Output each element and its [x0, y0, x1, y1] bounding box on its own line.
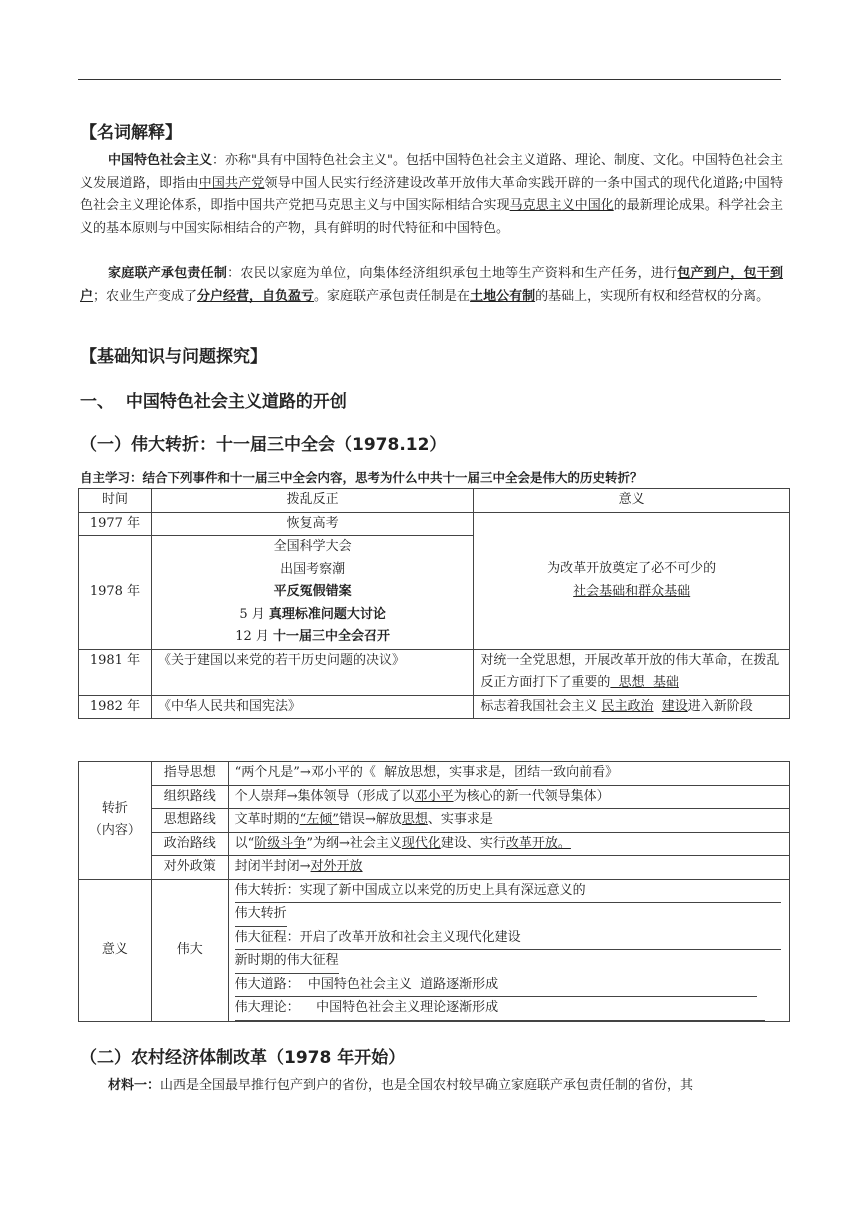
transition-sublabel: （内容）	[88, 823, 141, 839]
header-rule	[78, 79, 781, 80]
underlined-answer: 对外开放	[310, 859, 363, 874]
event-item: 真理标准问题大讨论	[268, 606, 386, 622]
term-name: 家庭联产承包责任制	[108, 266, 228, 281]
significance-text: 标志着我国社会主义	[480, 698, 602, 714]
underlined-term: 土地公有制	[470, 288, 536, 304]
self-study-prompt: 自主学习：结合下列事件和十一届三中全会内容，思考为什么中共十一届三中全会是伟大的历史转折？	[80, 470, 643, 485]
content-text: 为核心的新一代领导集体）	[453, 788, 610, 804]
term-text: 领导中国人民实行经济建设改革开放伟大革命实践开辟的一条中国式的现代化道路;中国特色社会主义理论体系，即指中国共产党把马克思主义与中国实际相结合实现	[80, 175, 783, 213]
table-row	[79, 856, 790, 880]
heading-level1: 一、 中国特色社会主义道路的开创	[80, 392, 347, 412]
underlined-answer: 建设	[661, 698, 688, 714]
row-label: 指导思想	[151, 762, 228, 786]
underlined-answer: 民主政治	[601, 698, 654, 714]
time-cell: 1982 年	[79, 695, 152, 719]
event-item: 出国考察潮	[280, 561, 346, 577]
event-cell: 《关于建国以来党的若干历史问题的决议》	[151, 649, 473, 695]
material-paragraph	[80, 1075, 783, 1098]
row-content	[228, 809, 789, 833]
content-text: 个人崇拜→集体领导（形成了以	[234, 788, 415, 804]
event-item: 平反冤假错案	[273, 584, 352, 599]
underlined-answer: 改革开放。	[505, 835, 571, 851]
table-row	[79, 879, 790, 1021]
term-text: 的基础上，实现所有权和经营权的分离。	[535, 288, 770, 304]
significance-line: 新时期的伟大征程	[235, 950, 339, 974]
significance-content	[228, 879, 789, 1021]
underlined-term: 马克思主义中国化	[509, 198, 614, 213]
content-text: 、实事求是	[427, 812, 493, 827]
row-label: 对外政策	[151, 856, 228, 880]
event-cell: 恢复高考	[151, 512, 473, 536]
column-header: 意义	[474, 489, 790, 513]
significance-line: 伟大转折	[235, 903, 287, 927]
significance-text: 为改革开放奠定了必不可少的	[547, 561, 717, 576]
underlined-answer: 现代化	[401, 835, 441, 851]
underlined-answer: 阶级斗争	[254, 835, 307, 851]
term-text: 的最新理论成果。科学社会主义的基本原则与中国实际相结合的产物，具有鲜明的时代特征和中国特色。	[80, 198, 783, 236]
underlined-term: 分户经营，自负盈亏	[197, 288, 315, 304]
table-row	[79, 762, 790, 786]
row-content	[228, 785, 789, 809]
section-basics-title: 【基础知识与问题探究】	[80, 347, 267, 367]
table-row	[79, 785, 790, 809]
term-text: ：亦称"具有中国特色社会主义"。包括中国特色社会主义道路、理论、制度、文化。中国特色社会主义发展道路，即指由	[80, 153, 783, 191]
underlined-answer: 思想 基础	[610, 675, 679, 690]
significance-line: 伟大道路： 中国特色社会主义 道路逐渐形成	[235, 974, 757, 998]
row-label: 组织路线	[151, 785, 228, 809]
content-text: ”为纲→社会主义	[306, 835, 402, 851]
underlined-answer: “左倾”	[299, 812, 339, 827]
significance-cell	[474, 695, 790, 719]
transition-table	[78, 761, 790, 1022]
material-label: 材料一：	[108, 1078, 161, 1093]
event-cell	[151, 536, 473, 650]
time-cell: 1977 年	[79, 512, 152, 536]
great-label: 伟大	[151, 879, 228, 1021]
underlined-term: 中国共产党	[198, 175, 265, 191]
significance-line: 伟大转折：实现了新中国成立以来党的历史上具有深远意义的	[235, 880, 781, 904]
content-text: 以“	[234, 835, 255, 851]
heading-level2: （二）农村经济体制改革（1978 年开始）	[80, 1048, 406, 1068]
row-label: 思想路线	[151, 809, 228, 833]
underlined-answer: 社会基础和群众基础	[573, 583, 691, 599]
term-name: 中国特色社会主义	[108, 153, 213, 168]
row-label: 政治路线	[151, 832, 228, 856]
section-terms-title: 【名词解释】	[80, 123, 182, 143]
event-item: 全国科学大会	[273, 539, 352, 554]
table-header-row	[79, 489, 790, 513]
significance-line: 伟大征程：开启了改革开放和社会主义现代化建设	[235, 927, 781, 951]
significance-text: 对统一全党思想，开展改革开放的伟大革命，在拨乱反正方面打下了重要的	[480, 652, 780, 690]
transition-label-cell	[79, 762, 152, 880]
term-paragraph-2	[80, 263, 783, 308]
term-text: 。家庭联产承包责任制是在	[314, 288, 471, 304]
significance-label: 意义	[79, 879, 152, 1021]
term-paragraph-1	[80, 150, 783, 240]
column-header: 时间	[79, 489, 152, 513]
content-text: 封闭半封闭→	[234, 859, 311, 874]
column-header: 拨乱反正	[151, 489, 473, 513]
row-content	[228, 832, 789, 856]
event-month: 5 月	[239, 606, 269, 622]
events-table	[78, 488, 790, 719]
table-row	[79, 512, 790, 536]
content-text: 建设、实行	[440, 835, 506, 851]
significance-cell	[474, 512, 790, 649]
underlined-term: 包产到户，包干到户	[80, 266, 783, 304]
table-row	[79, 695, 790, 719]
material-text: 山西是全国最早推行包产到户的省份，也是全国农村较早确立家庭联产承包责任制的省份，其	[160, 1078, 694, 1093]
transition-label: 转折	[101, 800, 128, 816]
significance-text: 进入新阶段	[687, 698, 753, 714]
event-cell: 《中华人民共和国宪法》	[151, 695, 473, 719]
event-month: 12 月	[235, 629, 274, 644]
table-row	[79, 649, 790, 695]
time-cell: 1981 年	[79, 649, 152, 695]
term-text: ；农业生产变成了	[93, 288, 198, 304]
heading-level2: （一）伟大转折：十一届三中全会（1978.12）	[80, 435, 447, 455]
content-text: 文革时期的	[234, 812, 300, 827]
row-content	[228, 856, 789, 880]
significance-line: 伟大理论： 中国特色社会主义理论逐渐形成	[235, 997, 765, 1021]
table-row	[79, 809, 790, 833]
spacer	[654, 699, 662, 714]
content-text: 错误→解放	[338, 812, 402, 827]
table-row	[79, 832, 790, 856]
significance-cell	[474, 649, 790, 695]
time-cell: 1978 年	[79, 536, 152, 650]
event-item: 十一届三中全会召开	[273, 629, 391, 644]
term-text: ：农民以家庭为单位，向集体经济组织承包土地等生产资料和生产任务，进行	[227, 266, 678, 281]
underlined-answer: 邓小平	[414, 788, 454, 804]
row-content: “两个凡是”→邓小平的《 解放思想，实事求是，团结一致向前看》	[228, 762, 789, 786]
underlined-answer: 思想	[401, 812, 428, 827]
